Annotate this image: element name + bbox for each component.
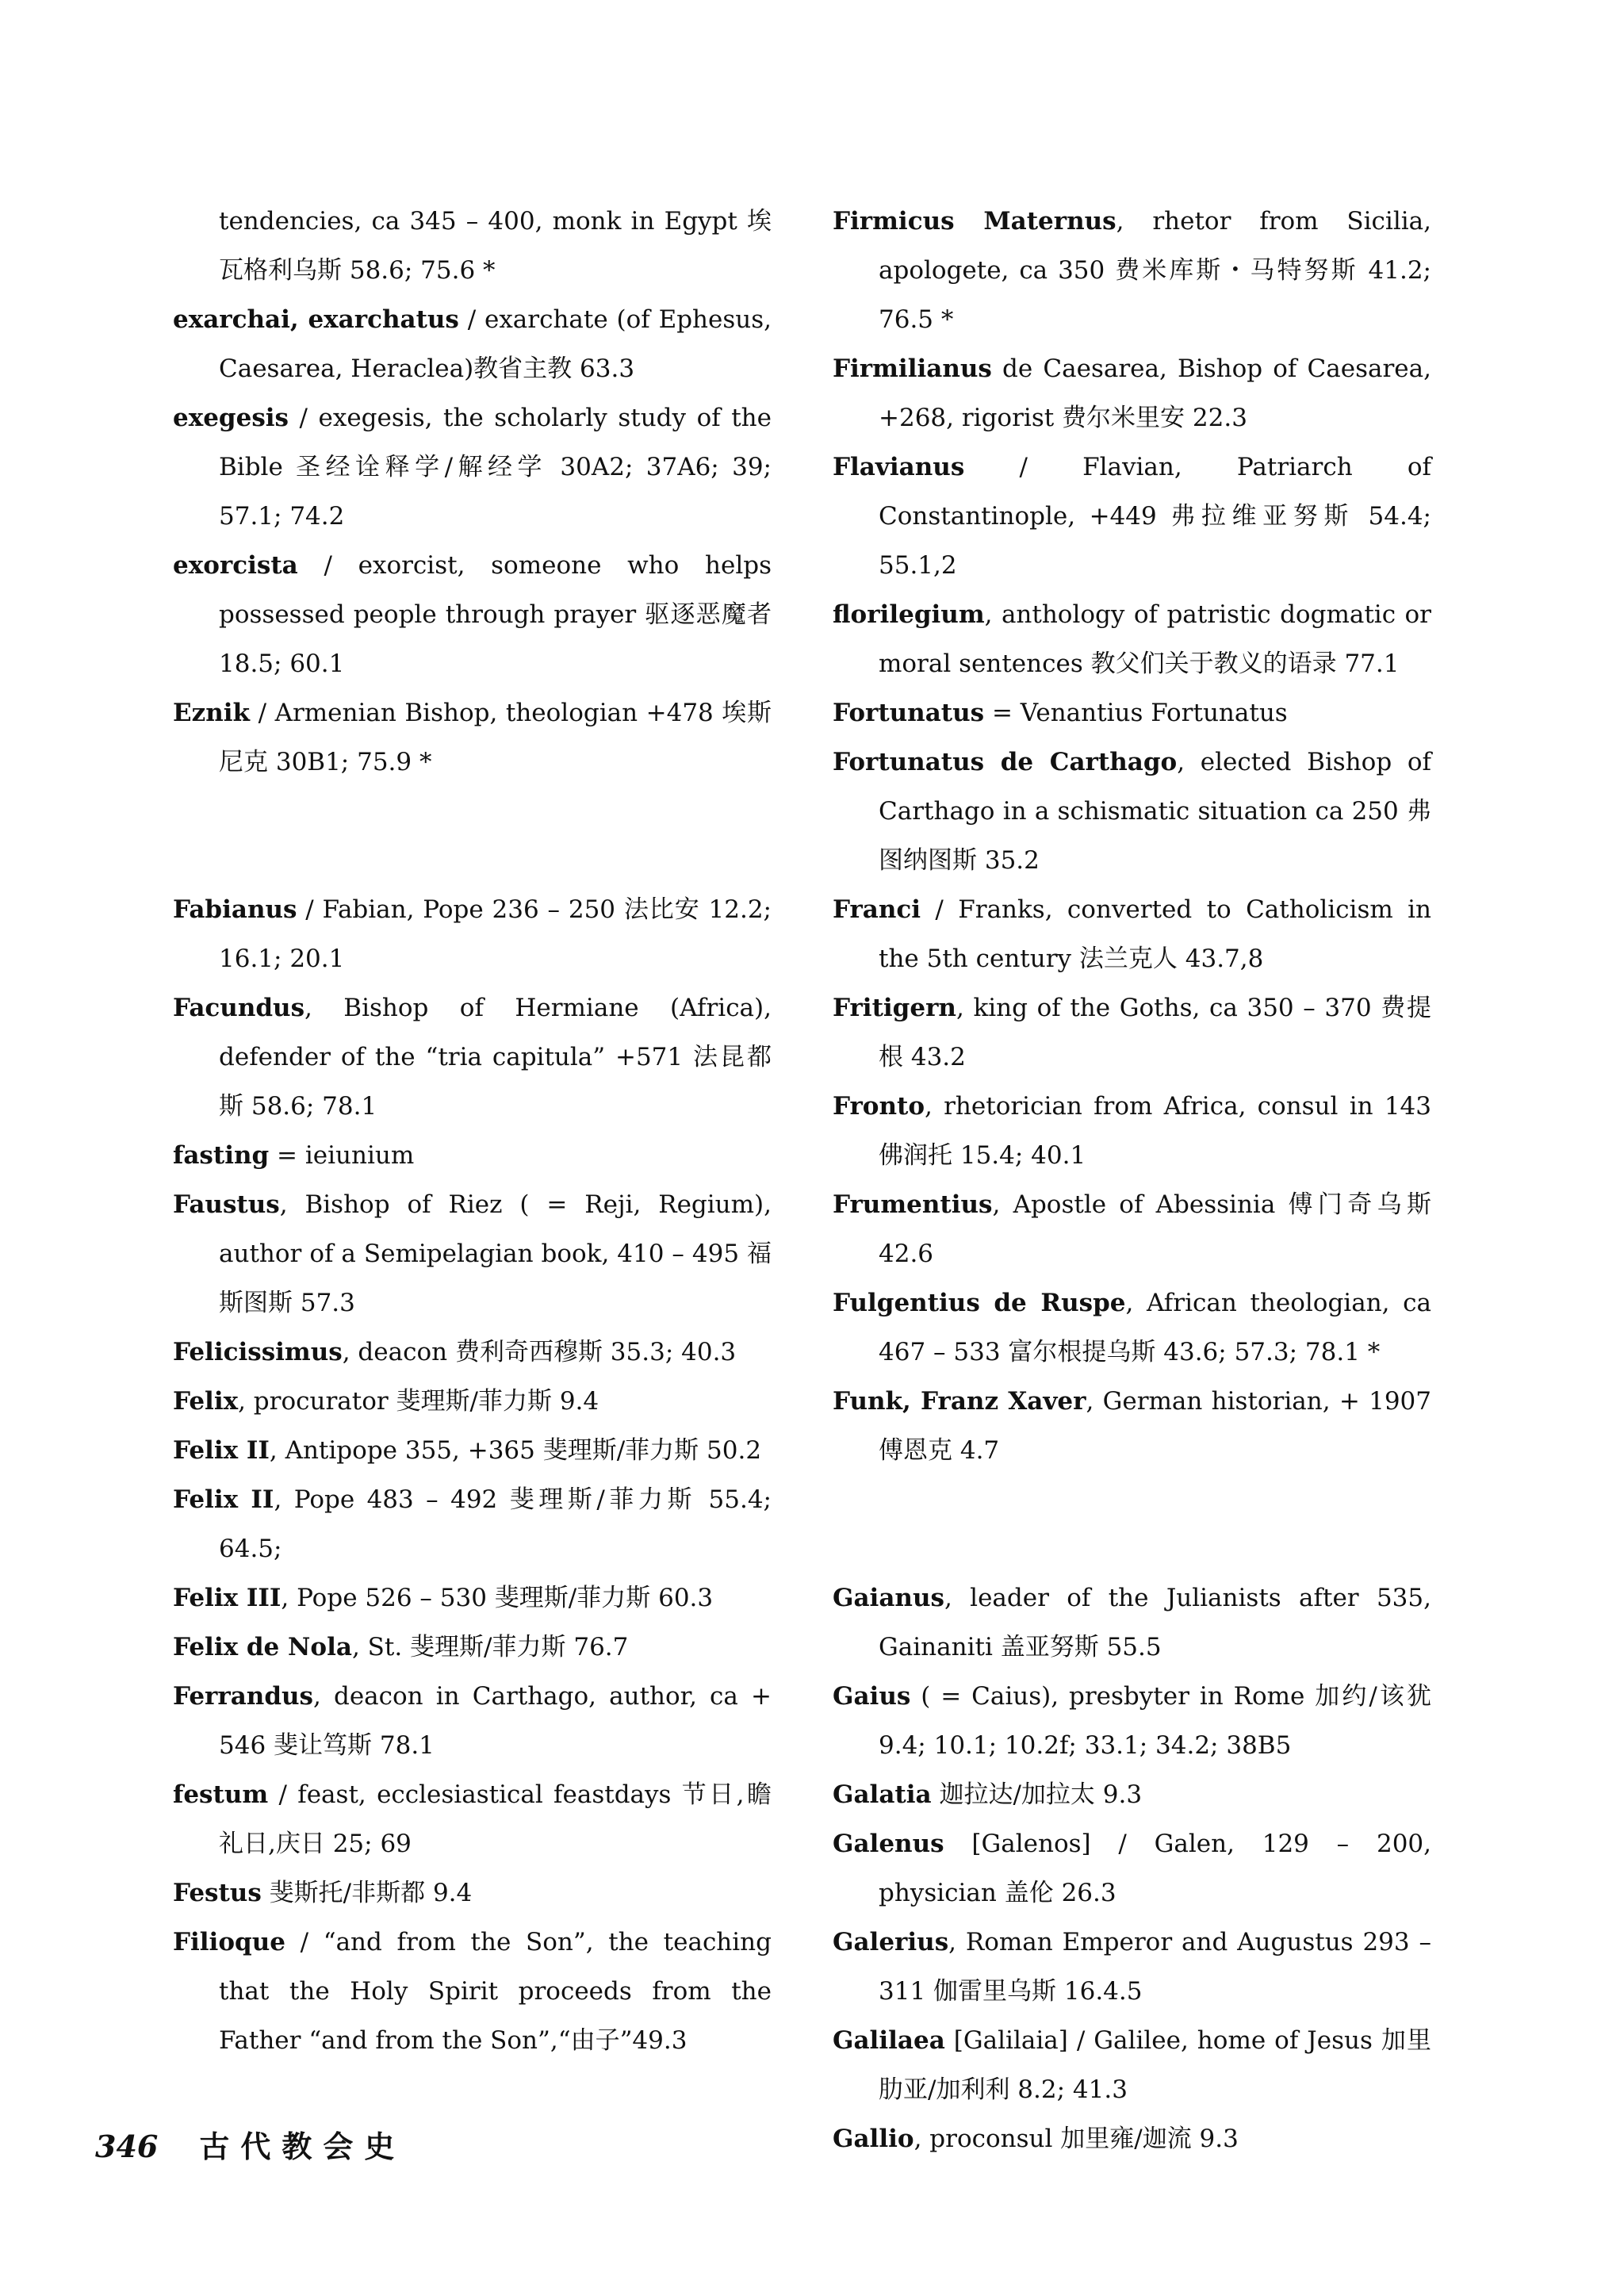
index-headword: Fulgentius de Ruspe (833, 1289, 1126, 1317)
index-headword: Fronto (833, 1092, 925, 1121)
index-headword: Gaius (833, 1682, 911, 1711)
index-entry (833, 1770, 1431, 1819)
index-headword: Felix (173, 1387, 239, 1416)
index-entry (833, 1377, 1431, 1475)
index-entry (833, 983, 1431, 1082)
index-entry (833, 344, 1431, 443)
index-headword: Firmicus Maternus (833, 207, 1116, 236)
index-entry (833, 443, 1431, 590)
index-text: , Roman Emperor and Augustus 293 – 311 伽雷里乌斯 16.4.5 (879, 1928, 1431, 2006)
index-headword: Fritigern (833, 994, 956, 1022)
index-headword: Felix II (173, 1485, 274, 1514)
index-headword: Ferrandus (173, 1682, 313, 1711)
index-headword: Frumentius (833, 1190, 993, 1219)
index-text: , elected Bishop of Carthago in a schismatic situation ca 250 弗图纳图斯 35.2 (879, 748, 1431, 875)
index-text: , German historian, + 1907 傅恩克 4.7 (879, 1387, 1431, 1465)
index-text: / “and from the Son”, the teaching that the Holy Spirit proceeds from the Father “and from the Son”,“由子”49.3 (219, 1928, 772, 2055)
index-headword: Fortunatus de Carthago (833, 748, 1178, 776)
index-text: [Galenos] / Galen, 129 – 200, physician 盖伦 26.3 (879, 1830, 1431, 1907)
index-entry (173, 1672, 772, 1770)
index-headword: Galilaea (833, 2026, 945, 2055)
index-headword: festum (173, 1780, 269, 1809)
index-text: 斐斯托/非斯都 9.4 (261, 1879, 473, 1907)
index-text: , rhetor from Sicilia, apologete, ca 350 费米库斯・马特努斯 41.2; 76.5 * (879, 207, 1431, 334)
index-text: , rhetorician from Africa, consul in 143 佛润托 15.4; 40.1 (879, 1092, 1431, 1170)
index-entry (833, 2114, 1431, 2163)
index-headword: Fortunatus (833, 699, 985, 727)
index-headword: Festus (173, 1879, 262, 1907)
index-entry (173, 1868, 772, 1918)
index-entry (833, 885, 1431, 983)
index-entry (173, 983, 772, 1131)
index-entry (833, 1918, 1431, 2016)
index-text: tendencies, ca 345 – 400, monk in Egypt 埃瓦格利乌斯 58.6; 75.6 * (219, 207, 772, 285)
index-text: , anthology of patristic dogmatic or moral sentences 教父们关于教义的语录 77.1 (879, 600, 1431, 678)
index-headword: Galatia (833, 1780, 932, 1809)
index-entry (173, 541, 772, 688)
index-headword: Flavianus (833, 453, 965, 481)
index-text: , Bishop of Hermiane (Africa), defender of the “tria capitula” +571 法昆都斯 58.6; 78.1 (219, 994, 772, 1121)
index-text: / exegesis, the scholarly study of the Bible 圣经诠释学/解经学 30A2; 37A6; 39; 57.1; 74.2 (219, 404, 772, 531)
index-entry (173, 1377, 772, 1426)
index-entry (833, 1819, 1431, 1918)
book-title: 古代教会史 (199, 2129, 406, 2164)
right-column (833, 197, 1431, 2163)
index-headword: Fabianus (173, 895, 297, 924)
index-entry (173, 1426, 772, 1475)
index-text: = ieiunium (269, 1141, 415, 1170)
index-entry (833, 688, 1431, 738)
index-text: , proconsul 加里雍/迦流 9.3 (914, 2125, 1239, 2153)
index-entry (173, 1131, 772, 1180)
index-headword: Galerius (833, 1928, 949, 1956)
index-entry (173, 1180, 772, 1328)
index-entry (173, 1770, 772, 1868)
index-text: de Caesarea, Bishop of Caesarea, +268, rigorist 费尔米里安 22.3 (879, 354, 1431, 432)
index-headword: exegesis (173, 404, 289, 432)
index-headword: fasting (173, 1141, 270, 1170)
index-entry (833, 590, 1431, 688)
index-entry (833, 1573, 1431, 1672)
index-entry (833, 197, 1431, 344)
section-gap (173, 787, 772, 885)
index-text: , king of the Goths, ca 350 – 370 费提根 43.2 (879, 994, 1431, 1071)
index-text: , Bishop of Riez ( = Reji, Regium), author of a Semipelagian book, 410 – 495 福斯图斯 57.3 (219, 1190, 772, 1317)
index-entry (833, 1278, 1431, 1377)
index-text: / Armenian Bishop, theologian +478 埃斯尼克 30B1; 75.9 * (219, 699, 772, 776)
index-entry (173, 1475, 772, 1573)
index-headword: Faustus (173, 1190, 280, 1219)
index-text: , Pope 483 – 492 斐理斯/菲力斯 55.4; 64.5; (219, 1485, 772, 1563)
index-text: , deacon 费利奇西穆斯 35.3; 40.3 (342, 1338, 737, 1366)
index-headword: Firmilianus (833, 354, 992, 383)
page-number: 346 (95, 2129, 159, 2164)
index-entry (173, 1328, 772, 1377)
index-entry (173, 295, 772, 393)
index-entry (173, 1918, 772, 2065)
index-text: , St. 斐理斯/菲力斯 76.7 (351, 1633, 629, 1661)
index-entry (833, 1082, 1431, 1180)
index-text: / Franks, converted to Catholicism in the 5th century 法兰克人 43.7,8 (879, 895, 1431, 973)
index-text: , Pope 526 – 530 斐理斯/菲力斯 60.3 (281, 1584, 714, 1612)
index-entry (173, 393, 772, 541)
index-text: / Flavian, Patriarch of Constantinople, +449 弗拉维亚努斯 54.4; 55.1,2 (879, 453, 1431, 580)
index-entry (833, 738, 1431, 885)
index-entry (173, 688, 772, 787)
index-headword: Franci (833, 895, 921, 924)
index-entry (173, 197, 772, 295)
index-headword: florilegium (833, 600, 985, 629)
index-text: / Fabian, Pope 236 – 250 法比安 12.2; 16.1; 20.1 (219, 895, 772, 973)
index-headword: Galenus (833, 1830, 944, 1858)
index-entry (173, 885, 772, 983)
index-text: , African theologian, ca 467 – 533 富尔根提乌斯 43.6; 57.3; 78.1 * (879, 1289, 1431, 1366)
index-entry (173, 1573, 772, 1623)
index-headword: Gallio (833, 2125, 914, 2153)
section-gap (833, 1475, 1431, 1573)
index-text: , Apostle of Abessinia 傅门奇乌斯 42.6 (879, 1190, 1431, 1268)
index-headword: Felicissimus (173, 1338, 343, 1366)
index-headword: Funk, Franz Xaver (833, 1387, 1086, 1416)
index-entry (833, 1180, 1431, 1278)
index-entry (173, 1623, 772, 1672)
index-text: , leader of the Julianists after 535, Gainaniti 盖亚努斯 55.5 (879, 1584, 1431, 1661)
index-text: , deacon in Carthago, author, ca + 546 斐让笃斯 78.1 (219, 1682, 772, 1760)
index-headword: Filioque (173, 1928, 285, 1956)
index-text: / feast, ecclesiastical feastdays 节日,瞻礼日,庆日 25; 69 (219, 1780, 772, 1858)
index-headword: exarchai, exarchatus (173, 305, 459, 334)
index-headword: Felix de Nola (173, 1633, 352, 1661)
index-text: ( = Caius), presbyter in Rome 加约/该犹 9.4; 10.1; 10.2f; 33.1; 34.2; 38B5 (879, 1682, 1431, 1760)
index-text: = Venantius Fortunatus (984, 699, 1288, 727)
index-headword: Eznik (173, 699, 251, 727)
index-entry (833, 1672, 1431, 1770)
index-text: , Antipope 355, +365 斐理斯/菲力斯 50.2 (269, 1436, 762, 1465)
index-entry (833, 2016, 1431, 2114)
page-footer (95, 2122, 405, 2166)
index-headword: Facundus (173, 994, 305, 1022)
index-headword: Felix II (173, 1436, 270, 1465)
index-headword: Felix III (173, 1584, 282, 1612)
left-column (173, 197, 772, 2065)
index-text: 迦拉达/加拉太 9.3 (931, 1780, 1143, 1809)
index-headword: Gaianus (833, 1584, 944, 1612)
index-text: , procurator 斐理斯/菲力斯 9.4 (238, 1387, 599, 1416)
index-text: / exarchate (of Ephesus, Caesarea, Heraclea)教省主教 63.3 (219, 305, 772, 383)
index-text: [Galilaia] / Galilee, home of Jesus 加里肋亚/加利利 8.2; 41.3 (879, 2026, 1431, 2104)
index-text: / exorcist, someone who helps possessed people through prayer 驱逐恶魔者 18.5; 60.1 (219, 551, 772, 678)
index-headword: exorcista (173, 551, 298, 580)
